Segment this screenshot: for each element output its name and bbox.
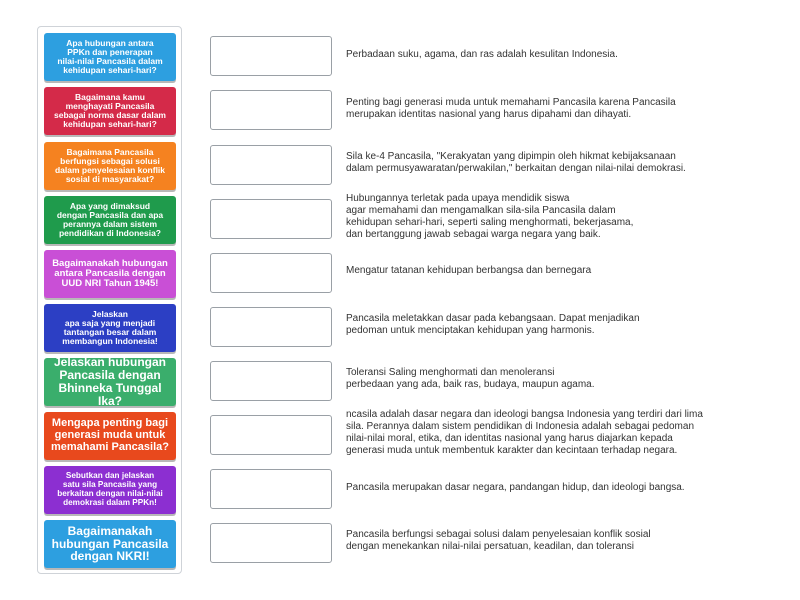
- definition-text-10: Pancasila berfungsi sebagai solusi dalam penyelesaian konflik sosial dengan menekankan nilai-nilai persatuan, keadilan, dan toleransi: [346, 529, 651, 552]
- definition-text-1: Perbadaan suku, agama, dan ras adalah kesulitan Indonesia.: [346, 49, 618, 60]
- question-card-1[interactable]: Apa hubungan antara PPKn dan penerapan nilai-nilai Pancasila dalam kehidupan sehari-hari?: [44, 33, 176, 81]
- question-card-9[interactable]: Sebutkan dan jelaskan satu sila Pancasila yang berkaitan dengan nilai-nilai demokrasi dalam PPKn!: [44, 466, 176, 514]
- question-card-4[interactable]: Apa yang dimaksud dengan Pancasila dan apa perannya dalam sistem pendidikan di Indonesia?: [44, 196, 176, 244]
- question-card-2[interactable]: Bagaimana kamu menghayati Pancasila sebagai norma dasar dalam kehidupan sehari-hari?: [44, 87, 176, 135]
- question-card-6[interactable]: Jelaskan apa saja yang menjadi tantangan besar dalam membangun Indonesia!: [44, 304, 176, 352]
- question-card-7[interactable]: Jelaskan hubungan Pancasila dengan Bhinneka Tunggal Ika?: [44, 358, 176, 406]
- definition-text-4: Hubungannya terletak pada upaya mendidik siswa agar memahami dan mengamalkan sila-sila Pancasila dalam kehidupan sehari-hari, seperti saling menghormati, bekerjasama, dan bertanggung jawab sebagai warga negara yang baik.: [346, 193, 634, 240]
- definition-text-5: Mengatur tatanan kehidupan berbangsa dan bernegara: [346, 265, 592, 276]
- answer-slot-6[interactable]: [210, 307, 332, 347]
- question-card-8[interactable]: Mengapa penting bagi generasi muda untuk memahami Pancasila?: [44, 412, 176, 460]
- answer-slot-3[interactable]: [210, 145, 332, 185]
- answer-slot-10[interactable]: [210, 523, 332, 563]
- answer-slot-7[interactable]: [210, 361, 332, 401]
- question-card-5[interactable]: Bagaimanakah hubungan antara Pancasila dengan UUD NRI Tahun 1945!: [44, 250, 176, 298]
- definition-text-7: Toleransi Saling menghormati dan menoleransi perbedaan yang ada, baik ras, budaya, maupun agama.: [346, 367, 595, 390]
- definition-text-9: Pancasila merupakan dasar negara, pandangan hidup, dan ideologi bangsa.: [346, 482, 685, 493]
- answer-slot-1[interactable]: [210, 36, 332, 76]
- definition-text-3: Sila ke-4 Pancasila, "Kerakyatan yang dipimpin oleh hikmat kebijaksanaan dalam permusyawaratan/perwakilan," berkaitan dengan nilai-nilai demokrasi.: [346, 151, 686, 174]
- answer-slot-4[interactable]: [210, 199, 332, 239]
- question-card-3[interactable]: Bagaimana Pancasila berfungsi sebagai solusi dalam penyelesaian konflik sosial di masyarakat?: [44, 142, 176, 190]
- answer-slot-8[interactable]: [210, 415, 332, 455]
- answer-slot-5[interactable]: [210, 253, 332, 293]
- definition-text-2: Penting bagi generasi muda untuk memahami Pancasila karena Pancasila merupakan identitas nasional yang harus dipahami dan dihayati.: [346, 97, 676, 120]
- question-card-10[interactable]: Bagaimanakah hubungan Pancasila dengan NKRI!: [44, 520, 176, 568]
- definition-text-8: ncasila adalah dasar negara dan ideologi bangsa Indonesia yang terdiri dari lima sila. Perannya dalam sistem pendidikan di Indonesia adalah sebagai pedoman nilai-nilai moral, etika, dan identitas nasional yang harus diajarkan kepada generasi muda untuk membentuk karakter dan kecintaan terhadap negara.: [346, 409, 703, 456]
- definition-text-6: Pancasila meletakkan dasar pada kebangsaan. Dapat menjadikan pedoman untuk menciptakan kehidupan yang harmonis.: [346, 313, 640, 336]
- answer-slot-9[interactable]: [210, 469, 332, 509]
- answer-slot-2[interactable]: [210, 90, 332, 130]
